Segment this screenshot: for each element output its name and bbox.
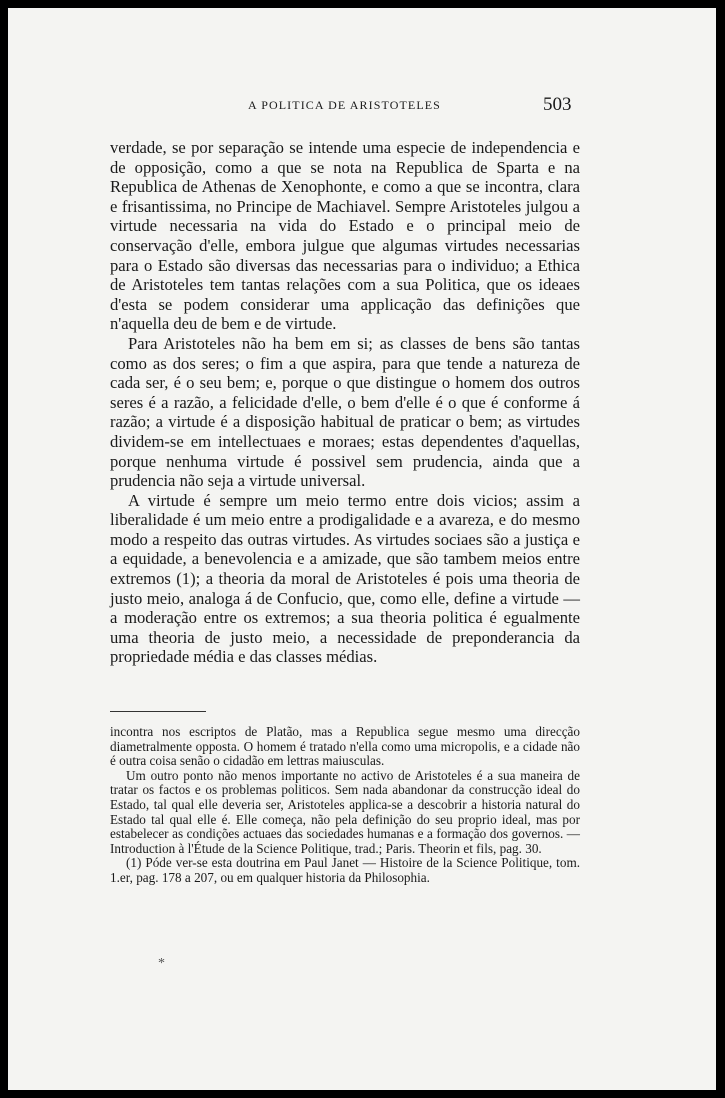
page-header [8, 94, 716, 116]
main-text [110, 138, 580, 667]
running-title: A POLITICA DE ARISTOTELES [248, 98, 441, 112]
footnote-divider [110, 711, 206, 712]
paragraph-1: verdade, se por separação se intende uma especie de independencia e de opposição, como a que se nota na Republica de Sparta e na Republica de Athenas de Xenophonte, e como a que se incontra, clara e frisantissima, no Principe de Machiavel. Sempre Aristoteles julgou a virtude necessaria na vida do Estado e o principal meio de conservação d'elle, embora julgue que algumas virtudes necessarias para o Estado são diversas das necessarias para o individuo; a Ethica de Aristoteles tem tantas relações com a sua Politica, que os ideaes d'esta se podem considerar uma applicação das definições que n'aquella deu de bem e de virtude. [110, 138, 580, 334]
footnote-text: Um outro ponto não menos importante no activo de Aristoteles é a sua maneira de tratar os factos e os problemas politicos. Sem nada abandonar da construcção ideal do Estado, tal qual elle deveria ser, Aristoteles applica-se a descobrir a historia natural do Estado tal qual elle é. Elle começa, não pela definição do seu proprio ideal, mas por estabelecer as condições actuaes das sociedades humanas e a formação dos governos. — Introduction à l'Étude de la Science Politique, trad.; Paris. Theorin et fils, pag. 30. [110, 767, 580, 856]
book-page [8, 8, 718, 1090]
page-number: 503 [543, 94, 572, 115]
footnote-1: (1) Póde ver-se esta doutrina em Paul Janet — Histoire de la Science Politique, tom. 1.er, pag. 178 a 207, ou em qualquer historia da Philosophia. [110, 855, 580, 885]
ornament-asterisk: * [158, 956, 165, 971]
footnote-continuation: incontra nos escriptos de Platão, mas a Republica segue mesmo uma direcção diametralmente opposta. O homem é tratado n'ella como uma micropolis, e a cidade não é outra coisa senão o cidadão em lettras maiusculas. [110, 724, 580, 769]
paragraph-2: Para Aristoteles não ha bem em si; as classes de bens são tantas como as dos seres; o fim a que aspira, para que tende a natureza de cada ser, é o seu bem; e, porque o que distingue o homem dos outros seres é a razão, a felicidade d'elle, o bem d'elle é o que é conforme á razão; a virtude é a disposição habitual de praticar o bem; as virtudes dividem-se em intellectuaes e moraes; estas dependentes d'aquellas, porque nenhuma virtude é possivel sem prudencia, ainda que a prudencia não seja a virtude universal. [110, 333, 580, 491]
footnotes [110, 725, 580, 886]
paragraph-3: A virtude é sempre um meio termo entre dois vicios; assim a liberalidade é um meio entre a prodigalidade e a avareza, e do mesmo modo a respeito das outras virtudes. As virtudes sociaes são a justiça e a equidade, a benevolencia e a amizade, que são tambem meios entre extremos (1); a theoria da moral de Aristoteles é pois uma theoria de justo meio, analoga á de Confucio, que, como elle, define a virtude — a moderação entre os extremos; a sua theoria politica é egualmente uma theoria de justo meio, a necessidade de preponderancia da propriedade média e das classes médias. [110, 490, 580, 667]
